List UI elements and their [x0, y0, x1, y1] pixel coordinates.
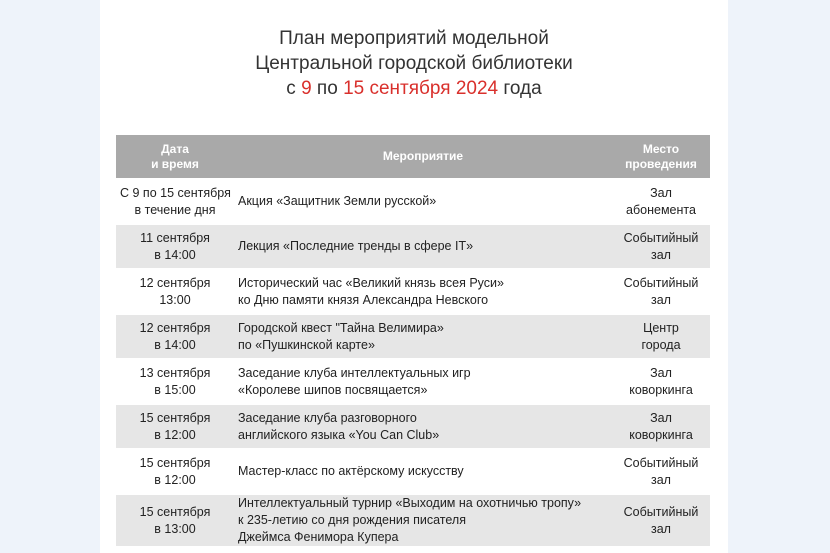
event-name-line: по «Пушкинской карте» — [238, 337, 375, 352]
header-place — [612, 135, 710, 178]
event-name-cell — [234, 450, 612, 493]
event-place-line: зал — [651, 472, 671, 487]
event-place-cell — [612, 495, 710, 546]
table-row — [116, 495, 710, 546]
event-name-line: английского языка «You Can Club» — [238, 427, 440, 442]
event-date-cell — [116, 405, 234, 448]
event-date-line: в 15:00 — [154, 382, 196, 397]
header-date — [116, 135, 234, 178]
event-name-cell — [234, 405, 612, 448]
document-page — [100, 0, 728, 553]
event-place-line: Событийный — [623, 504, 699, 519]
event-name-line: Лекция «Последние тренды в сфере IT» — [238, 239, 474, 253]
event-name-line: «Королеве шипов посвящается» — [238, 382, 428, 397]
event-date-line: в 12:00 — [154, 472, 196, 487]
title-line-1: План мероприятий модельной — [279, 28, 549, 49]
header-event-line: Мероприятие — [382, 149, 464, 163]
event-name-line: Интеллектуальный турнир «Выходим на охотничью тропу» — [238, 496, 582, 510]
event-place-line: зал — [651, 292, 671, 307]
title-suffix: года — [498, 78, 542, 99]
event-date-cell — [116, 270, 234, 313]
event-place-line: Событийный — [623, 275, 699, 290]
event-place-cell — [612, 360, 710, 403]
title-start-date: 9 — [301, 78, 312, 99]
event-date-line: 15 сентября — [139, 504, 211, 519]
table-row — [116, 405, 710, 448]
event-date-line: 11 сентября — [140, 230, 210, 245]
event-date-cell — [116, 450, 234, 493]
event-date-line: в течение дня — [134, 202, 216, 217]
event-place-cell — [612, 180, 710, 223]
event-name-line: Заседание клуба разговорного — [238, 410, 417, 425]
event-date-line: С 9 по 15 сентября — [120, 185, 231, 200]
event-place-cell — [612, 225, 710, 268]
table-body — [116, 180, 710, 546]
event-place-line: коворкинга — [629, 427, 693, 442]
event-name-cell — [234, 225, 612, 268]
title-line-2: Центральной городской библиотеки — [255, 53, 573, 74]
event-place-line: Зал — [650, 410, 672, 425]
event-name-cell — [234, 270, 612, 313]
events-table — [116, 133, 710, 548]
table-row — [116, 225, 710, 268]
table-header-row — [116, 135, 710, 178]
event-date-line: 15 сентября — [139, 410, 211, 425]
event-name-line: Заседание клуба интеллектуальных игр — [238, 365, 471, 380]
event-name-line: Городской квест "Тайна Велимира» — [238, 320, 444, 335]
event-date-cell — [116, 180, 234, 223]
event-date-cell — [116, 225, 234, 268]
event-name-cell — [234, 360, 612, 403]
event-date-cell — [116, 315, 234, 358]
header-date-line: и время — [151, 156, 199, 171]
event-date-line: 13:00 — [159, 292, 191, 307]
title-prefix: с — [286, 78, 302, 99]
event-place-cell — [612, 270, 710, 313]
header-place-line: Место — [642, 141, 680, 156]
table-row — [116, 360, 710, 403]
table-row — [116, 315, 710, 358]
header-place-line: проведения — [625, 156, 697, 171]
event-place-line: Зал — [650, 365, 672, 380]
event-name-line: к 235-летию со дня рождения писателя — [238, 513, 466, 527]
header-event — [234, 135, 612, 178]
table-row — [116, 450, 710, 493]
header-date-line: Дата — [161, 141, 189, 156]
event-date-line: 12 сентября — [139, 275, 211, 290]
title-line-3 — [100, 76, 728, 101]
event-name-line: Акция «Защитник Земли русской» — [238, 194, 437, 208]
event-date-line: 15 сентября — [139, 455, 211, 470]
event-date-line: в 14:00 — [154, 337, 196, 352]
title-end-date: 15 сентября 2024 — [343, 78, 499, 99]
event-place-cell — [612, 450, 710, 493]
event-place-line: Зал — [650, 185, 672, 200]
event-name-line: ко Дню памяти князя Александра Невского — [238, 292, 489, 307]
event-place-line: зал — [651, 247, 671, 262]
event-place-cell — [612, 315, 710, 358]
event-place-line: города — [641, 337, 681, 352]
event-name-cell — [234, 315, 612, 358]
event-place-cell — [612, 405, 710, 448]
event-place-line: Событийный — [623, 230, 699, 245]
event-date-line: в 12:00 — [154, 427, 196, 442]
event-name-cell — [234, 180, 612, 223]
event-date-line: в 13:00 — [154, 521, 196, 536]
event-name-line: Джеймса Фенимора Купера — [238, 530, 399, 544]
event-date-cell — [116, 360, 234, 403]
event-place-line: абонемента — [626, 202, 696, 217]
table-row — [116, 270, 710, 313]
event-date-line: 13 сентября — [139, 365, 211, 380]
event-place-line: Центр — [643, 320, 679, 335]
page-title — [100, 26, 728, 101]
event-name-cell — [234, 495, 612, 546]
event-name-line: Исторический час «Великий князь всея Руси» — [238, 275, 504, 290]
event-place-line: зал — [651, 521, 671, 536]
event-date-line: в 14:00 — [154, 247, 196, 262]
table-row — [116, 180, 710, 223]
title-connector: по — [311, 78, 344, 99]
event-place-line: коворкинга — [629, 382, 693, 397]
event-name-line: Мастер-класс по актёрскому искусству — [238, 464, 464, 478]
event-date-line: 12 сентября — [139, 320, 211, 335]
event-date-cell — [116, 495, 234, 546]
event-place-line: Событийный — [623, 455, 699, 470]
